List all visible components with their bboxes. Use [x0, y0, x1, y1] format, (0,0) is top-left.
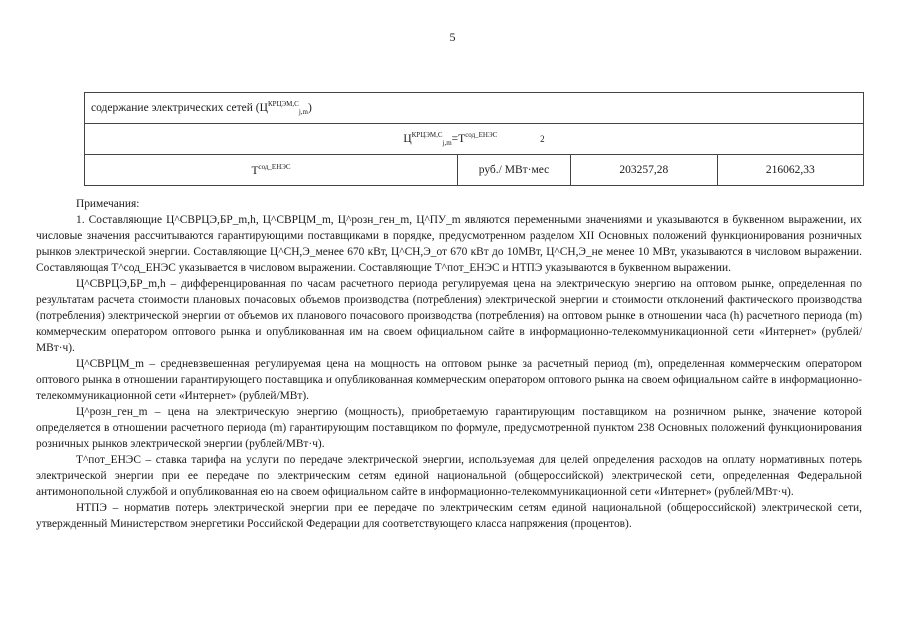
- notes-heading: Примечания:: [76, 198, 140, 210]
- table-row: [85, 155, 864, 186]
- note-paragraph-6: НТПЭ – норматив потерь электрической энергии при ее передаче по электрическим сетям единой национальной (общероссийской) электрической сети, утвержденный Министерством энергетики Российской Федерации для соответствующего класса напряжения (процентов).: [36, 502, 862, 530]
- note-paragraph-5: Т^пот_ЕНЭС – ставка тарифа на услуги по передаче электрической энергии, используемая для целей определения расходов на оплату нормативных потерь электрической энергии при ее передаче по электрическим сетям единой национальной (общероссийской) электрической сети, определенная Федеральной антимонопольной службой и опубликованная ею на своем официальном сайте в информационно-телекоммуникационной сети «Интернет» (рублей/МВт·ч).: [36, 454, 862, 498]
- note-paragraph-4: Ц^розн_ген_m – цена на электрическую энергию (мощность), приобретаемую гарантирующим поставщиком на розничном рынке, значение которой определяется в отношении расчетного периода (m) гарантирующим поставщиком по формуле, предусмотренной пунктом 238 Основных положений функционирования розничных рынков электрической энергии (рублей/МВт·ч).: [36, 406, 862, 450]
- label-close-paren: ): [307, 101, 312, 114]
- note-paragraph-2: Ц^СВРЦЭ,БР_m,h – дифференцированная по часам расчетного периода регулируемая цена на электрическую энергию на оптовом рынке, определенная по результатам расчета стоимости плановых почасовых объемов производства (потребления) электрической энергии и стоимости отклонений фактического производства (потребления) электрической энергии от объемов их планового почасового производства (потребления) на оптовом рынке в отношении часа (h) расчетного периода (m) коммерческим оператором оптового рынка и опубликованная им на своем официальном сайте в информационно-телекоммуникационной сети «Интернет» (рублей/МВт·ч).: [36, 278, 862, 354]
- table-cell-maintenance-label: [85, 93, 864, 124]
- formula-number: 2: [540, 133, 545, 144]
- formula-superscript-2: сод_ЕНЭС: [465, 130, 498, 139]
- T-symbol: Т: [251, 164, 259, 177]
- formula-equals: =Т: [451, 132, 466, 145]
- table-cell-value-1: 203257,28: [571, 155, 718, 186]
- notes-section: [36, 196, 862, 532]
- tariff-table: [84, 92, 864, 186]
- label-superscript: КРЦЭМ,С: [267, 99, 299, 108]
- table-row: [85, 124, 864, 155]
- table-cell-formula: [85, 124, 864, 155]
- table-cell-T-label: [85, 155, 458, 186]
- table-row: [85, 93, 864, 124]
- note-paragraph-1: 1. Составляющие Ц^СВРЦЭ,БР_m,h, Ц^СВРЦМ_m, Ц^розн_ген_m, Ц^ПУ_m являются переменными значениями и указываются в буквенном выражении, их числовые значения рассчитываются гарантирующими поставщиками в порядке, предусмотренном разделом XII Основных положений функционирования розничных рынков электрической энергии. Составляющие Ц^СН,Э_менее 670 кВт, Ц^СН,Э_от 670 кВт до 10МВт, Ц^СН,Э_не менее 10 МВт, указываются в числовом выражении. Составляющая Т^сод_ЕНЭС указывается в числовом выражении. Составляющие Т^пот_ЕНЭС и НТПЭ указываются в буквенном выражении.: [36, 214, 862, 274]
- table-cell-unit: руб./ МВт·мес: [458, 155, 571, 186]
- formula-subscript: j,m: [442, 139, 452, 148]
- maintenance-label-text: содержание электрических сетей (Ц: [91, 101, 268, 114]
- note-paragraph-3: Ц^СВРЦМ_m – средневзвешенная регулируемая цена на мощность на оптовом рынке за расчетный период (m), определенная коммерческим оператором оптового рынка в отношении гарантирующего поставщика и опубликованная коммерческим оператором оптового рынка на своем официальном сайте в информационно-телекоммуникационной сети «Интернет» (рублей/МВт).: [36, 358, 862, 402]
- formula-symbol: Ц: [403, 132, 412, 145]
- formula-superscript: КРЦЭМ,С: [411, 130, 443, 139]
- table-cell-value-2: 216062,33: [717, 155, 864, 186]
- label-subscript: j,m: [298, 108, 308, 117]
- T-superscript: сод_ЕНЭС: [258, 163, 291, 172]
- page-number: 5: [449, 30, 456, 44]
